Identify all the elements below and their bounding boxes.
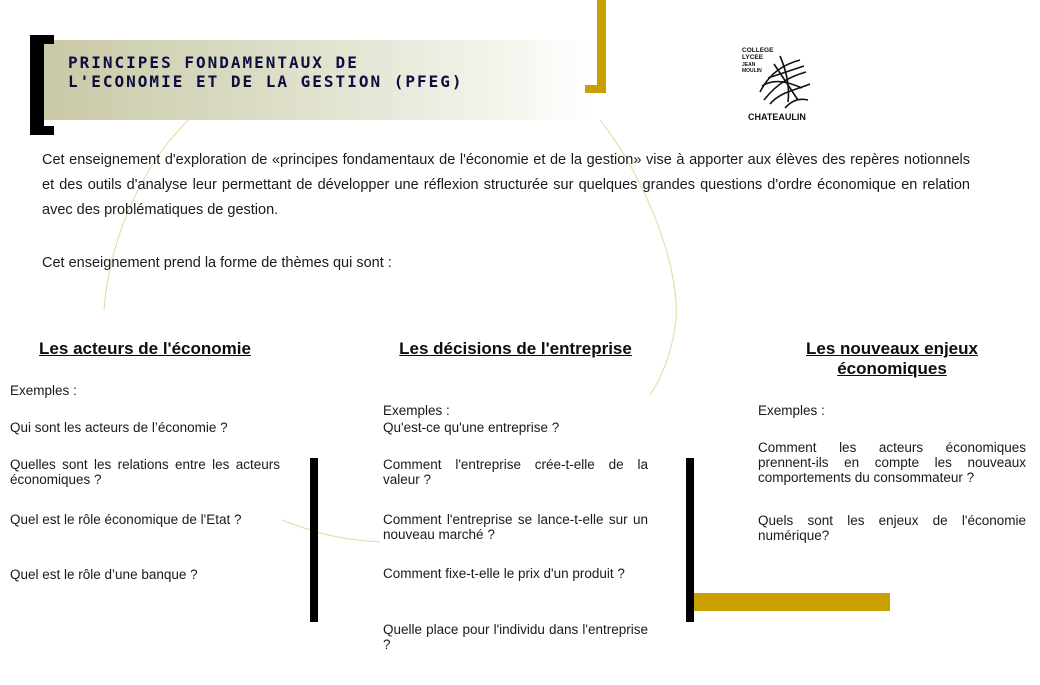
theme-2-heading: Les décisions de l'entreprise — [399, 339, 632, 358]
theme-2-item-4: Comment fixe-t-elle le prix d'un produit ? — [383, 566, 625, 581]
logo-line-1: COLLEGE — [742, 47, 774, 54]
logo-line-3: JEAN — [742, 62, 756, 68]
right-bracket — [597, 0, 606, 92]
left-bracket — [30, 35, 44, 135]
logo-line-4: MOULIN — [742, 68, 762, 74]
theme-2-item-5: Quelle place pour l'individu dans l'entreprise ? — [383, 622, 648, 652]
page-title: PRINCIPES FONDAMENTAUX DE L'ECONOMIE ET DE LA GESTION (PFEG) — [68, 53, 464, 91]
theme-1-examples-label: Exemples : — [10, 383, 77, 398]
logo-line-5: CHATEAULIN — [748, 112, 806, 122]
logo-line-2: LYCEE — [742, 54, 764, 61]
theme-3-examples-label: Exemples : — [758, 403, 825, 418]
logo-sketch-icon — [760, 56, 810, 108]
theme-2-item-2: Comment l'entreprise crée-t-elle de la valeur ? — [383, 457, 648, 487]
left-bracket-bottom — [30, 126, 54, 135]
theme-1-item-4: Quel est le rôle d’une banque ? — [10, 567, 198, 582]
theme-3-item-2: Quels sont les enjeux de l'économie numérique? — [758, 513, 1026, 543]
theme-1-item-2: Quelles sont les relations entre les acteurs économiques ? — [10, 457, 280, 487]
gold-accent-bar — [694, 593, 890, 611]
left-bracket-top — [30, 35, 54, 44]
intro-paragraph: Cet enseignement d'exploration de «principes fondamentaux de l'économie et de la gestion» vise à apporter aux élèves des repères notionnels et des outils d'analyse leur permettant de développer une réflexion structurée sur quelques grandes questions d'ordre économique en relation avec des problématiques de gestion. — [42, 152, 970, 218]
column-divider-2 — [686, 458, 694, 622]
theme-2-item-3: Comment l'entreprise se lance-t-elle sur un nouveau marché ? — [383, 512, 648, 542]
theme-1-heading: Les acteurs de l'économie — [39, 339, 251, 358]
themes-intro: Cet enseignement prend la forme de thèmes qui sont : — [42, 255, 392, 271]
theme-2-examples-label: Exemples : — [383, 403, 450, 418]
column-divider-1 — [310, 458, 318, 622]
theme-3-item-1: Comment les acteurs économiques prennent-ils en compte les nouveaux comportements du consommateur ? — [758, 440, 1026, 485]
theme-1-item-1: Qui sont les acteurs de l’économie ? — [10, 420, 228, 435]
theme-3-heading: Les nouveaux enjeux économiques — [806, 339, 978, 378]
right-bracket-bottom — [585, 85, 606, 93]
theme-1-item-3: Quel est le rôle économique de l'Etat ? — [10, 512, 242, 527]
theme-2-item-1: Qu'est-ce qu'une entreprise ? — [383, 420, 560, 435]
school-logo — [740, 42, 820, 124]
